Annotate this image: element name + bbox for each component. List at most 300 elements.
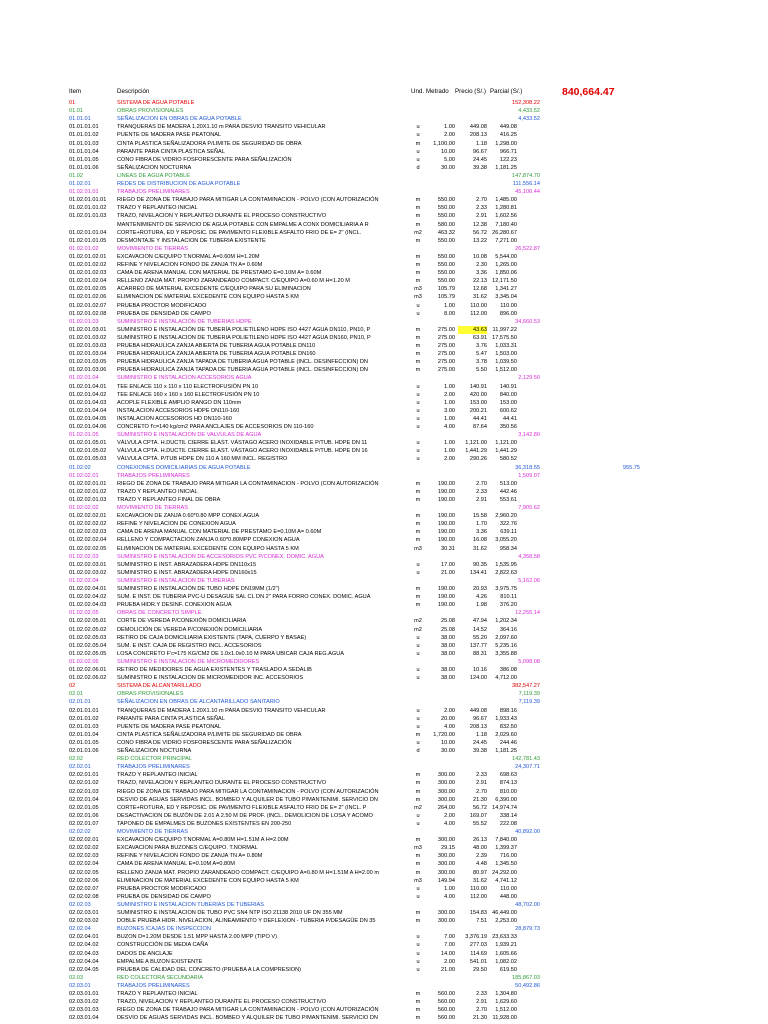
row-unit: u bbox=[416, 132, 420, 139]
row-unit-price: 14.52 bbox=[473, 626, 487, 633]
table-row bbox=[0, 909, 768, 917]
row-metrado: 1.00 bbox=[444, 399, 455, 406]
row-unit-price: 3.36 bbox=[476, 270, 487, 277]
row-description: TRABAJOS PRELIMINARES bbox=[117, 764, 190, 771]
table-row bbox=[0, 869, 768, 877]
row-unit-price: 137.77 bbox=[469, 642, 487, 649]
row-metrado: 190.00 bbox=[437, 480, 455, 487]
row-unit: m bbox=[415, 367, 421, 374]
row-metrado: 190.00 bbox=[437, 586, 455, 592]
row-partial: 698.63 bbox=[499, 772, 517, 779]
row-description: RELLENO Y COMPACTACION ZANJA 0.60*0.80MPP CONEXION AGUA bbox=[117, 537, 300, 544]
row-partial: 1,033.31 bbox=[495, 343, 517, 349]
row-description: PRUEBA HIDRAULICA ZANJA ABIERTA DE TUBERIA AGUA POTABLE DN110 bbox=[117, 343, 316, 349]
row-item: 01.01.01.01 bbox=[69, 124, 99, 131]
row-metrado: 8.00 bbox=[444, 310, 455, 317]
row-description: SUMINISTRO E INST. ABRAZADERA HDPE DN160x15 bbox=[117, 569, 257, 576]
row-unit: m3 bbox=[414, 845, 422, 852]
row-item: 01.02.02.06 bbox=[69, 658, 99, 665]
row-item: 01.01.01 bbox=[69, 116, 91, 123]
table-row bbox=[0, 820, 768, 828]
row-partial: 140.91 bbox=[499, 383, 517, 390]
row-description: CAMA DE ARENA MANUAL CON MATERIAL DE PRESTAMO E=0.10M A= 0.60M bbox=[117, 529, 322, 536]
row-unit: m bbox=[415, 796, 421, 803]
row-partial: 896.00 bbox=[499, 310, 517, 317]
row-unit-price: 2.30 bbox=[476, 262, 487, 268]
row-unit: u bbox=[416, 675, 420, 682]
row-description: SUMINISTRO E INSTALACIÓN DE TUBO HDPE DN19MM (1/2") bbox=[117, 586, 280, 592]
row-description: EXCAVACION DE ZANJA 0.60*0.80 MPP CONEX.AGUA bbox=[117, 513, 260, 520]
header-und: Und. bbox=[411, 88, 425, 95]
row-metrado: 21.00 bbox=[441, 569, 455, 576]
row-partial: 1,039.50 bbox=[495, 359, 517, 366]
row-unit-price: 3,376.19 bbox=[465, 934, 487, 941]
row-item: 01.02.01.02.05 bbox=[69, 286, 107, 293]
row-item: 01.02.02.01.03 bbox=[69, 496, 107, 503]
row-metrado: 275.00 bbox=[437, 334, 455, 341]
row-unit: u bbox=[416, 399, 420, 406]
row-description: CAMA DE ARENA MANUAL E=0.10M A=0.80M bbox=[117, 861, 235, 868]
row-unit-price: 31.62 bbox=[473, 294, 487, 301]
row-unit-price: 96.67 bbox=[473, 715, 487, 722]
row-unit: m2 bbox=[414, 804, 422, 811]
row-item: 02.02.01.02 bbox=[69, 780, 99, 787]
row-unit: m bbox=[415, 140, 421, 147]
table-row bbox=[0, 731, 768, 739]
row-item: 02.02.04.01 bbox=[69, 934, 99, 941]
row-description: TRABAJOS PRELIMINARES bbox=[117, 189, 190, 196]
row-item: 01.01.01.05 bbox=[69, 156, 99, 163]
row-metrado: 4.00 bbox=[444, 723, 455, 730]
row-item: 02.02.02.07 bbox=[69, 885, 99, 892]
row-item: 02.02.04.03 bbox=[69, 950, 99, 957]
row-partial: 1,082.02 bbox=[495, 958, 517, 965]
row-description: SUMINISTRO E INSTALACIÓN DE TUBERIAS HDPE bbox=[117, 318, 252, 325]
table-row bbox=[0, 917, 768, 925]
row-unit-price: 15.58 bbox=[473, 513, 487, 520]
row-metrado: 38.00 bbox=[441, 642, 455, 649]
table-row bbox=[0, 334, 768, 342]
row-extra-value: 955.75 bbox=[622, 464, 640, 471]
row-metrado: 14.00 bbox=[441, 950, 455, 957]
row-item: 01.02.02.02.01 bbox=[69, 513, 107, 520]
row-unit: u bbox=[416, 820, 420, 827]
row-description: SUMINISTRO E INSTALACION DE TUBO PVC SN4 NTP ISO 21138 2010 UF DN 355 MM bbox=[117, 910, 343, 916]
row-description: TAPONEO DE EMPALMES DE BUZONES EXISTENTES EN 200-250 bbox=[117, 820, 292, 827]
row-partial: 1,304.80 bbox=[495, 991, 517, 997]
table-row bbox=[0, 650, 768, 658]
row-unit-price: 3.76 bbox=[476, 343, 487, 349]
row-description: PRUEBA DE DENSIDAD DE CAMPO bbox=[117, 893, 211, 900]
table-row bbox=[0, 229, 768, 237]
row-item: 02.01.01.03 bbox=[69, 723, 99, 730]
row-unit: u bbox=[416, 561, 420, 568]
row-unit-price: 153.00 bbox=[469, 399, 487, 406]
row-description: DOBLE PRUEBA HIDR. NIVELACION, ALINEAMIENTO Y DEFLEXION - TUBERIA P/DESAGÜE DN 35 bbox=[117, 918, 376, 925]
row-partial: 7,271.00 bbox=[495, 237, 517, 244]
row-unit: m bbox=[415, 237, 421, 244]
row-metrado: 30.00 bbox=[441, 164, 455, 171]
table-row bbox=[0, 1014, 768, 1022]
row-partial: 716.00 bbox=[499, 853, 517, 860]
row-partial: 448.00 bbox=[499, 893, 517, 900]
grand-total: 840,664.47 bbox=[562, 86, 615, 98]
row-partial: 639.11 bbox=[500, 529, 517, 536]
row-unit-price: 22.13 bbox=[473, 278, 487, 285]
table-row bbox=[0, 812, 768, 820]
row-item: 02.01 bbox=[69, 691, 83, 698]
row-partial: 1,265.00 bbox=[495, 262, 517, 268]
row-partial: 1,485.00 bbox=[495, 197, 517, 204]
row-unit: u bbox=[416, 415, 420, 422]
header-metrado: Metrado bbox=[426, 88, 449, 95]
row-subtotal: 147,874.70 bbox=[512, 172, 540, 179]
row-description: SUMINISTRO E INSTALACIÓN DE TUBERÍA POLIETILENO HDPE ISO 4427 AGUA DN110, PN10, P bbox=[117, 326, 371, 333]
row-metrado: 4.00 bbox=[444, 424, 455, 430]
table-row bbox=[0, 261, 768, 269]
row-description: INSTALACION ACCESORIOS HD DN110-160 bbox=[117, 415, 232, 422]
row-item: 01.02.01.02 bbox=[69, 245, 99, 252]
table-row bbox=[0, 480, 768, 488]
row-unit: m bbox=[415, 253, 421, 260]
row-metrado: 300.00 bbox=[437, 788, 455, 795]
row-unit-price: 88.31 bbox=[473, 650, 487, 657]
row-item: 01.02.01.03.02 bbox=[69, 334, 107, 341]
row-partial: 1,512.00 bbox=[495, 367, 517, 374]
row-unit: u bbox=[416, 391, 420, 398]
row-unit-price: 2.91 bbox=[476, 999, 487, 1006]
row-unit: m bbox=[415, 910, 421, 916]
row-item: 01.02.02.01.01 bbox=[69, 480, 107, 487]
row-unit-price: 31.62 bbox=[473, 545, 487, 552]
row-unit-price: 24.45 bbox=[473, 739, 487, 746]
table-row bbox=[0, 634, 768, 642]
row-partial: 1,535.95 bbox=[495, 561, 517, 568]
row-partial: 44.41 bbox=[503, 415, 517, 422]
row-unit: m bbox=[415, 991, 421, 997]
row-unit: u bbox=[416, 650, 420, 657]
row-description: TEE ENLACE 160 x 160 x 160 ELECTROFUSIÓN PN 10 bbox=[117, 391, 260, 398]
row-unit-price: 2.91 bbox=[476, 496, 487, 503]
row-metrado: 190.00 bbox=[437, 488, 455, 495]
row-metrado: 550.00 bbox=[437, 197, 455, 204]
row-description: PRUEBA HIDRAULICA ZANJA TAPADA DE TUBERIA AGUA POTABLE (INCL. DESINFECCION) DN bbox=[117, 367, 368, 374]
row-description: PRUEBA DE DENSIDAD DE CAMPO bbox=[117, 310, 211, 317]
row-unit-price: 1.98 bbox=[476, 602, 487, 609]
row-unit-price: 2.33 bbox=[476, 205, 487, 212]
row-item: 01.02.01.01 bbox=[69, 189, 99, 196]
row-unit: u bbox=[416, 642, 420, 649]
row-description: TRABAJOS PRELIMINARES bbox=[117, 472, 190, 479]
row-item: 01.02.02.05.04 bbox=[69, 642, 107, 649]
row-unit-price: 134.41 bbox=[469, 569, 487, 576]
row-unit-price: 2.33 bbox=[476, 991, 487, 997]
row-description: ELIMINACION DE MATERIAL EXCEDENTE CON EQUIPO HASTA 5 KM bbox=[117, 294, 299, 301]
table-row bbox=[0, 439, 768, 447]
row-metrado: 149.94 bbox=[437, 877, 455, 884]
row-item: 02.02.03.01 bbox=[69, 910, 99, 916]
row-unit: u bbox=[416, 715, 420, 722]
section-row bbox=[0, 180, 768, 188]
row-unit-price: 16.08 bbox=[473, 537, 487, 544]
row-metrado: 550.00 bbox=[437, 213, 455, 220]
section-row bbox=[0, 115, 768, 123]
row-description: SUMINISTRO E INSTALACION DE TUBERIA POLIETILENO HDPE ISO 4427 AGUA DN160, PN10, P bbox=[117, 334, 371, 341]
row-item: 01.02.01.02.04 bbox=[69, 278, 107, 285]
row-unit: m bbox=[415, 278, 421, 285]
row-unit: u bbox=[416, 569, 420, 576]
row-partial: 2,960.20 bbox=[495, 513, 517, 520]
row-metrado: 190.00 bbox=[437, 521, 455, 528]
row-subtotal: 28,879.73 bbox=[515, 926, 540, 933]
row-unit-price: 277.03 bbox=[469, 942, 487, 949]
row-unit: m bbox=[415, 999, 421, 1006]
row-metrado: 5.00 bbox=[444, 156, 455, 163]
row-unit-price: 420.00 bbox=[469, 391, 487, 398]
row-description: TEE ENLACE 110 x 110 x 110 ELECTROFUSIÓN PN 10 bbox=[117, 383, 259, 390]
row-unit-price: 2.70 bbox=[476, 480, 487, 487]
row-partial: 513.00 bbox=[499, 480, 517, 487]
row-partial: 7,180.40 bbox=[495, 221, 517, 228]
row-item: 01.02.02.06.01 bbox=[69, 667, 107, 673]
row-description: REFINE Y NIVELACION FONDO DE ZANJA TN A= 0.80M bbox=[117, 853, 263, 860]
table-row bbox=[0, 860, 768, 868]
row-unit: m bbox=[415, 837, 421, 844]
row-unit: m bbox=[415, 351, 421, 358]
row-description: RELLENO ZANJA MAT. PROPIO ZARANDEADO COMPACT. C/EQUIPO A=0.80 M H=1.51M A H=2.00 m bbox=[117, 869, 379, 876]
row-description: LINEAS DE AGUA POTABLE bbox=[117, 172, 190, 179]
row-unit: m bbox=[415, 853, 421, 860]
row-subtotal: 36,318.55 bbox=[515, 464, 540, 471]
row-partial: 2,029.60 bbox=[495, 731, 517, 738]
row-metrado: 17.00 bbox=[441, 561, 455, 568]
row-unit-price: 1.18 bbox=[476, 731, 487, 738]
row-description: MOVIMIENTO DE TIERRAS bbox=[117, 245, 188, 252]
row-unit-price: 541.01 bbox=[469, 958, 487, 965]
row-item: 01.02.01.02.02 bbox=[69, 262, 107, 268]
row-metrado: 29.15 bbox=[441, 845, 455, 852]
row-partial: 364.16 bbox=[499, 626, 517, 633]
row-metrado: 3.00 bbox=[444, 407, 455, 414]
row-metrado: 550.00 bbox=[437, 278, 455, 285]
row-unit-price: 110.00 bbox=[470, 885, 487, 892]
row-partial: 958.34 bbox=[499, 545, 517, 552]
row-unit-price: 31.62 bbox=[473, 877, 487, 884]
table-row bbox=[0, 941, 768, 949]
table-row bbox=[0, 293, 768, 301]
row-unit: u bbox=[416, 124, 420, 131]
row-item: 02.01.01.06 bbox=[69, 748, 99, 754]
row-description: OBRAS PROVISIONALES bbox=[117, 691, 184, 698]
row-partial: 4,712.00 bbox=[495, 675, 517, 682]
row-partial: 1,441.29 bbox=[495, 448, 517, 455]
row-metrado: 560.00 bbox=[437, 999, 455, 1006]
row-unit: u bbox=[416, 958, 420, 965]
row-item: 01.02.02.02.03 bbox=[69, 529, 107, 536]
table-row bbox=[0, 140, 768, 148]
row-unit: m bbox=[415, 1015, 421, 1022]
row-unit: m bbox=[415, 731, 421, 738]
table-row bbox=[0, 852, 768, 860]
row-description: MOVIMIENTO DE TIERRAS bbox=[117, 505, 188, 511]
row-item: 01.02.02.05.02 bbox=[69, 626, 107, 633]
table-row bbox=[0, 707, 768, 715]
row-description: SUMINISTRO E INSTALACION DE VALVULAS DE AGUA bbox=[117, 432, 262, 439]
row-unit-price: 1.70 bbox=[476, 521, 487, 528]
row-description: PUENTE DE MADERA PASE PEATONAL bbox=[117, 723, 222, 730]
row-item: 01.02.01.03.03 bbox=[69, 343, 107, 349]
row-description: TRABAJOS PRELIMINARES bbox=[117, 982, 190, 989]
row-unit-price: 21.30 bbox=[473, 1015, 487, 1022]
row-unit-price: 3.36 bbox=[476, 529, 487, 536]
table-row bbox=[0, 148, 768, 156]
row-description: EXCAVACION C/EQUIPO T.NORMAL A=0.80M H=1.51M A H=2.00M bbox=[117, 837, 289, 844]
row-partial: 832.50 bbox=[499, 723, 517, 730]
row-description: CONCRETO f'c=140 kg/cm2 PARA ANCLAJES DE ACCESORIOS DN 110-160 bbox=[117, 424, 314, 430]
row-metrado: 4.00 bbox=[444, 820, 455, 827]
section-row bbox=[0, 901, 768, 909]
row-item: 01.02.02.05 bbox=[69, 610, 99, 617]
row-metrado: 30.00 bbox=[441, 748, 455, 754]
row-unit: m bbox=[415, 326, 421, 333]
row-item: 01.02.02.06.02 bbox=[69, 675, 107, 682]
row-metrado: 1.00 bbox=[444, 124, 455, 131]
row-unit-price: 3.78 bbox=[476, 359, 487, 366]
row-item: 02.02.01.04 bbox=[69, 796, 99, 803]
row-item: 02.02.02.08 bbox=[69, 893, 99, 900]
row-metrado: 105.79 bbox=[437, 286, 455, 293]
row-item: 02.02.02.03 bbox=[69, 853, 99, 860]
row-unit-price: 1.18 bbox=[476, 140, 487, 147]
table-row bbox=[0, 715, 768, 723]
table-row bbox=[0, 950, 768, 958]
row-metrado: 2.00 bbox=[444, 132, 455, 139]
row-subtotal: 7,119.39 bbox=[518, 699, 540, 706]
row-item: 01.02.02.02.04 bbox=[69, 537, 107, 544]
row-subtotal: 40,892.00 bbox=[515, 829, 540, 835]
row-unit-price: 449.08 bbox=[469, 124, 487, 131]
row-subtotal: 48,702.00 bbox=[515, 901, 540, 908]
row-description: ELIMINACION DE MATERIAL EXCEDENTE CON EQUIPO HASTA 5 KM bbox=[117, 877, 299, 884]
row-unit-price: 2.70 bbox=[476, 1007, 487, 1014]
row-description: OBRAS PROVISIONALES bbox=[117, 108, 184, 115]
row-description: PRUEBA PROCTOR MODIFICADO bbox=[117, 302, 207, 309]
section-row bbox=[0, 682, 768, 690]
row-item: 01.02.01.03.04 bbox=[69, 351, 107, 358]
row-description: PARANTE PARA CINTA PLASTICA SEÑAL bbox=[117, 715, 225, 722]
row-item: 02.02.01.01 bbox=[69, 772, 99, 779]
row-unit-price: 39.38 bbox=[473, 164, 487, 171]
table-row bbox=[0, 391, 768, 399]
row-unit-price: 5.50 bbox=[476, 367, 487, 374]
row-unit-price: 1,441.29 bbox=[465, 448, 487, 455]
row-metrado: 7.00 bbox=[444, 934, 455, 941]
row-unit-price: 2.70 bbox=[476, 788, 487, 795]
table-row bbox=[0, 204, 768, 212]
row-unit: u bbox=[416, 667, 420, 673]
row-partial: 7,840.00 bbox=[495, 837, 517, 844]
row-unit-price: 20.93 bbox=[473, 586, 487, 592]
table-row bbox=[0, 998, 768, 1006]
table-row bbox=[0, 877, 768, 885]
row-description: REDES DE DISTRIBUCION DE AGUA POTABLE bbox=[117, 181, 241, 187]
row-metrado: 2.00 bbox=[444, 707, 455, 714]
row-metrado: 300.00 bbox=[437, 780, 455, 787]
row-metrado: 1,720.00 bbox=[433, 731, 455, 738]
row-description: PUENTE DE MADERA PASE PEATONAL bbox=[117, 132, 222, 139]
row-unit-price: 87.64 bbox=[473, 424, 487, 430]
row-subtotal: 2,129.50 bbox=[518, 375, 540, 382]
row-description: SUM. E INST. CAJA DE REGISTRO INCL. ACCESORIOS bbox=[117, 642, 262, 649]
row-metrado: 560.00 bbox=[437, 1007, 455, 1014]
row-item: 02.02.01.05 bbox=[69, 804, 99, 811]
row-description: SUMINISTRO E INSTALACION DE MICROMEDIDORES bbox=[117, 658, 260, 665]
row-metrado: 275.00 bbox=[437, 359, 455, 366]
row-item: 01.02.02.02.05 bbox=[69, 545, 107, 552]
row-partial: 3,345.04 bbox=[495, 294, 517, 301]
row-item: 02.02.03 bbox=[69, 901, 91, 908]
table-row bbox=[0, 779, 768, 787]
row-subtotal: 111,556.14 bbox=[512, 181, 540, 187]
row-description: ACOPLE FLEXIBLE AMPLIO RANGO DN 110mm bbox=[117, 399, 242, 406]
row-metrado: 264.00 bbox=[437, 804, 455, 811]
row-description: SUMINISTRO E INSTALACION DE MICROMEDIDOR INC. ACCESORIOS bbox=[117, 675, 304, 682]
row-description: SUMINISTRO E INSTALACION DE ACCESORIOS PVC P/CONEX. DOMIC. AGUA bbox=[117, 553, 324, 560]
section-row bbox=[0, 755, 768, 763]
row-description: OBRAS DE CONCRETO SIMPLE bbox=[117, 610, 202, 617]
row-metrado: 10.00 bbox=[441, 148, 455, 155]
table-row bbox=[0, 383, 768, 391]
row-item: 01.02.01.02.08 bbox=[69, 310, 107, 317]
row-unit: u bbox=[416, 156, 420, 163]
row-item: 01.02.02.03.01 bbox=[69, 561, 107, 568]
row-partial: 1,503.00 bbox=[495, 351, 517, 358]
row-metrado: 300.00 bbox=[437, 910, 455, 916]
table-row bbox=[0, 1006, 768, 1014]
section-row bbox=[0, 658, 768, 666]
row-metrado: 105.79 bbox=[437, 294, 455, 301]
row-unit: u bbox=[416, 440, 420, 447]
row-description: EXCAVACION C/EQUIPO T.NORMAL A=0.60M H=1.20M bbox=[117, 253, 260, 260]
row-unit: u bbox=[416, 310, 420, 317]
row-description: LOSA CONCRETO F'c=175 KG/CM2 DE 1.0x1.0x0.10 M PARA UBICAR CAJA REG.AGUA bbox=[117, 650, 345, 657]
row-unit: m bbox=[415, 861, 421, 868]
row-unit-price: 5.47 bbox=[476, 351, 487, 358]
row-description: PRUEBA HIDRAULICA ZANJA TAPADA DE TUBERIA AGUA POTABLE (INCL. DESINFECCION) DN bbox=[117, 359, 368, 366]
row-item: 01.02.02.03 bbox=[69, 553, 99, 560]
row-metrado: 38.00 bbox=[441, 675, 455, 682]
row-partial: 3,055.20 bbox=[495, 537, 517, 544]
row-subtotal: 45,100.44 bbox=[515, 189, 540, 196]
row-description: PRUEBA PROCTOR MODIFICADO bbox=[117, 885, 207, 892]
row-partial: 580.52 bbox=[499, 456, 517, 463]
row-unit: u bbox=[416, 707, 420, 714]
row-item: 01.02.01.04.04 bbox=[69, 407, 107, 414]
row-item: 01.02.01.04.02 bbox=[69, 391, 107, 398]
table-row bbox=[0, 844, 768, 852]
row-metrado: 550.00 bbox=[437, 270, 455, 277]
table-row bbox=[0, 739, 768, 747]
row-description: REFINE Y NIVELACION FONDO DE ZANJA TN A= 0.60M bbox=[117, 262, 263, 268]
section-row bbox=[0, 472, 768, 480]
table-row bbox=[0, 277, 768, 285]
row-subtotal: 4,433.52 bbox=[518, 108, 540, 115]
table-row bbox=[0, 617, 768, 625]
row-partial: 11,997.22 bbox=[492, 326, 517, 333]
section-row bbox=[0, 609, 768, 617]
row-partial: 14,974.74 bbox=[492, 804, 517, 811]
row-unit: u bbox=[416, 424, 420, 430]
